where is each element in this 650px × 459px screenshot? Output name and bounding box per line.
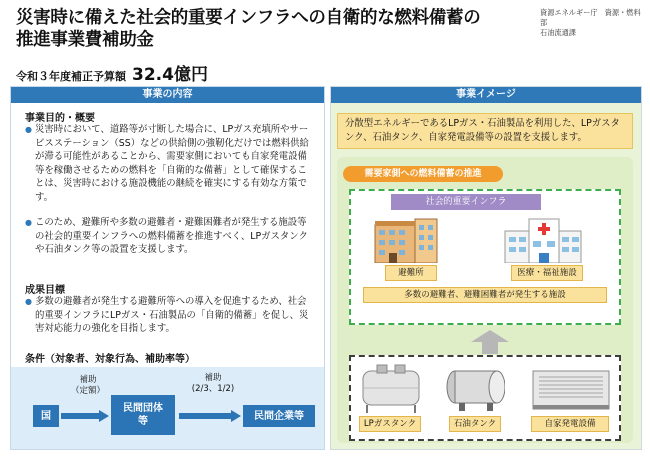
flow-arrow-2	[179, 410, 241, 422]
flow-box-private-company: 民間企業等	[243, 405, 315, 427]
budget-line	[16, 60, 208, 85]
fuel-stockpile-tag: 需要家側への燃料備蓄の推進	[343, 166, 503, 182]
conditions-band	[11, 354, 324, 449]
flow-box-private-org-line-1: 民間団体	[123, 403, 163, 414]
generator-tag: 自家発電設備	[531, 416, 609, 432]
many-evacuees-tag: 多数の避難者、避難困難者が発生する施設	[363, 287, 607, 303]
oil-tank-tag: 石油タンク	[449, 416, 501, 432]
budget-amount: 32.4億円	[132, 65, 208, 85]
budget-label: 令和３年度補正予算額	[16, 70, 126, 83]
title-line-1: 災害時に備えた社会的重要インフラへの自衛的な燃料備蓄の	[16, 8, 481, 28]
up-arrow-icon	[471, 330, 509, 354]
ministry-line-2: 石油流通課	[540, 28, 576, 37]
business-image-header: 事業イメージ	[331, 87, 641, 103]
page-title	[16, 7, 556, 51]
shelter-tag: 避難所	[385, 265, 437, 281]
flow-label-2-line-1: 補助	[204, 373, 222, 383]
flow-box-country: 国	[33, 405, 59, 427]
business-image-panel	[330, 86, 642, 450]
oil-tank-icon	[445, 367, 505, 411]
flow-label-2-line-2: (2/3、1/2)	[191, 384, 235, 394]
flow-arrow-1	[61, 410, 109, 422]
generator-icon	[531, 367, 611, 411]
flow-box-private-org	[111, 395, 175, 435]
ministry-label	[540, 8, 642, 38]
ministry-line-1: 資源エネルギー庁 資源・燃料部	[540, 8, 641, 27]
flow-label-1-line-2: （定額）	[70, 386, 105, 396]
infrastructure-title: 社会的重要インフラ	[391, 194, 541, 210]
support-callout: 分散型エネルギーであるLPガス・石油製品を利用した、LPガスタンク、石油タンク、自家発電設備等の設置を支援します。	[337, 113, 633, 149]
goal-title: 成果目標	[25, 285, 65, 296]
conditions-title: 条件（対象者、対象行為、補助率等）	[25, 354, 195, 365]
title-line-2: 推進事業費補助金	[16, 30, 154, 50]
purpose-title: 事業目的・概要	[25, 113, 95, 124]
flow-box-private-org-line-2: 等	[138, 416, 148, 427]
purpose-bullet-1: ● 災害時において、道路等が寸断した場合に、LPガス充填所やサービスステーション（SS）などの供給側の強靭化だけでは燃料供給が滞る可能性があることから、需要家側においても自家発電設備等を稼働させるための燃料を「自衛的な備蓄」として確保することは、災害時における施設機能の継続を確実にする有効な方策です。	[25, 123, 315, 205]
flow-label-1-line-1: 補助	[79, 375, 97, 385]
purpose-bullet-2: ● このため、避難所や多数の避難者・避難困難者が発生する施設等の社会的重要インフラへの燃料備蓄を推進すべく、LPガスタンクや石油タンク等の設置を支援します。	[25, 216, 315, 257]
shelter-building-icon	[371, 215, 441, 263]
business-content-panel	[10, 86, 325, 450]
medical-welfare-tag: 医療・福祉施設	[511, 265, 583, 281]
lpgas-tank-tag: LPガスタンク	[359, 416, 421, 432]
hospital-building-icon	[503, 215, 583, 263]
goal-bullet: ● 多数の避難者が発生する避難所等への導入を促進するため、社会的重要インフラにLPガス・石油製品の「自衛的備蓄」を促し、災害対応能力の強化を目指します。	[25, 295, 315, 336]
flow-label-1	[65, 375, 111, 397]
lpgas-tank-icon	[359, 363, 423, 413]
flow-label-2	[181, 373, 245, 395]
business-content-header: 事業の内容	[11, 87, 324, 103]
